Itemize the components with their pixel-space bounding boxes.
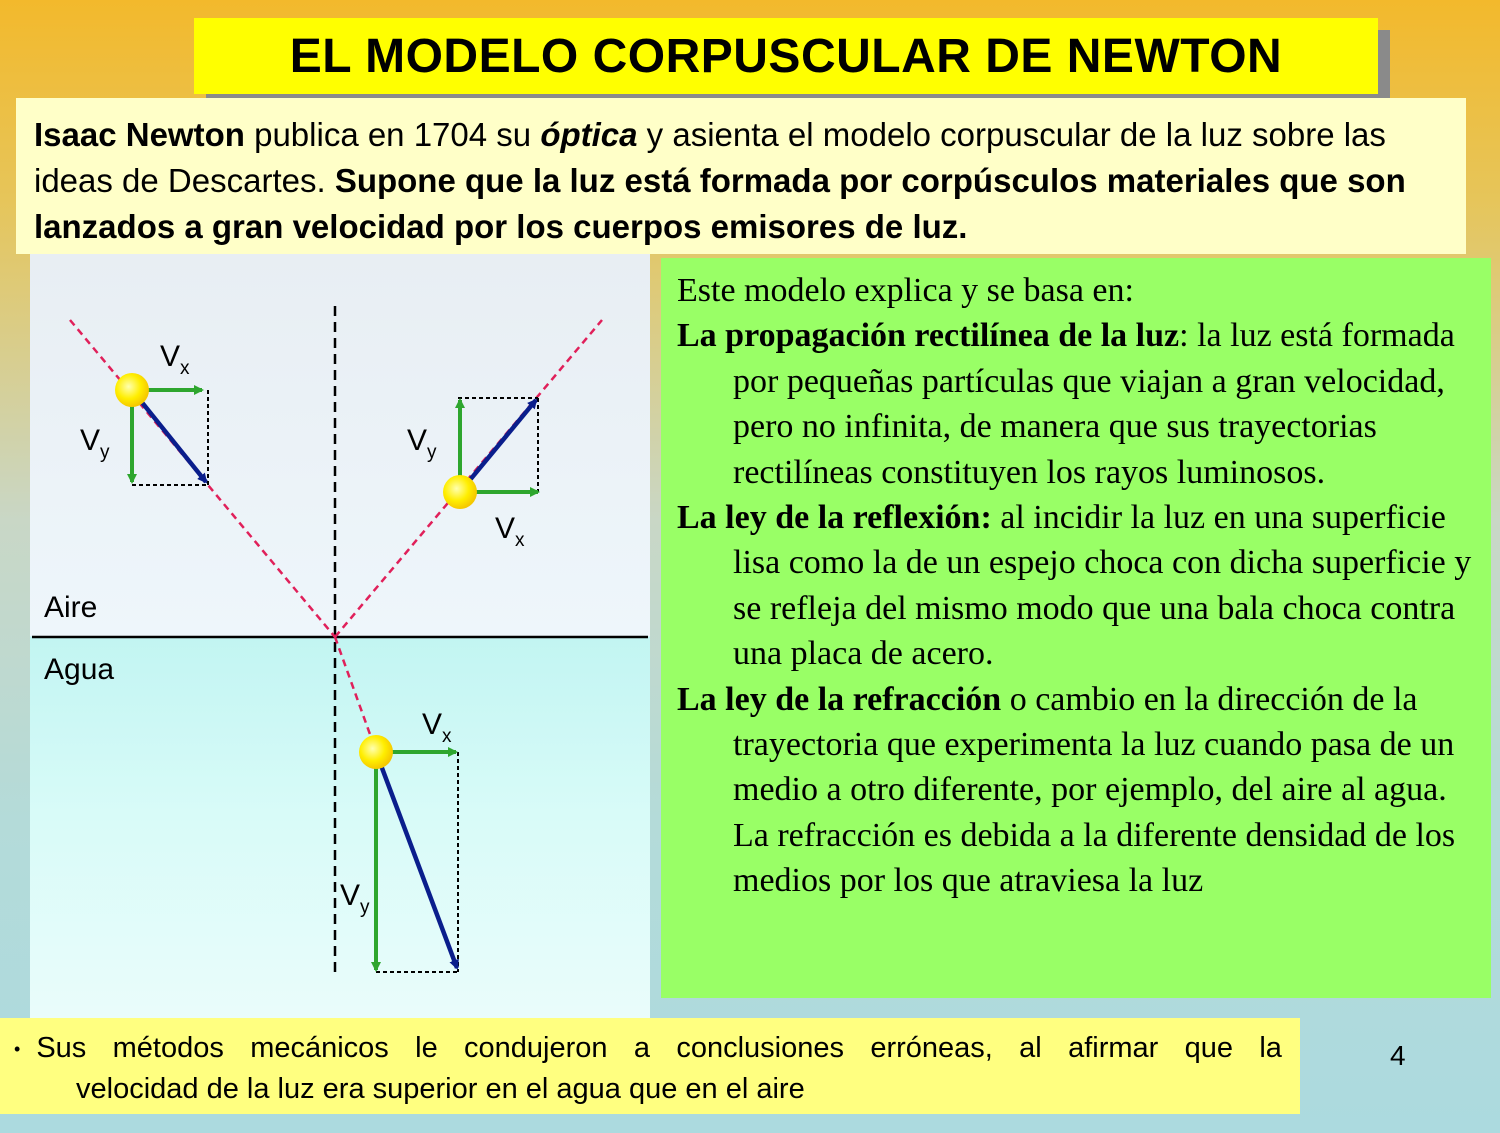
refracted-particle	[359, 735, 393, 769]
refracted-vy-label: $V_y$	[340, 879, 370, 918]
refracted-ray	[335, 637, 376, 751]
incident-particle	[115, 373, 149, 407]
explanation-propagation: La propagación rectilínea de la luz: la luz está formada por pequeñas partículas que viajan a gran velocidad, pero no infinita, de manera que sus trayectorias rectilíneas constituyen los rayos luminosos.	[677, 317, 1455, 491]
slide-title: EL MODELO CORPUSCULAR DE NEWTON	[289, 29, 1283, 83]
incident-vx-label: $V_x$	[160, 340, 190, 379]
explanation-box	[661, 258, 1491, 998]
intro-optica: óptica	[540, 116, 638, 153]
bullet-icon: •	[14, 1039, 21, 1060]
incident-velocity-arrow	[132, 390, 206, 482]
refracted-velocity-arrow	[376, 752, 457, 968]
intro-name: Isaac Newton	[34, 116, 245, 153]
medium-air-label: Aire	[44, 591, 98, 624]
incident-vy-label: $V_y$	[80, 424, 110, 463]
intro-text-2: y asienta el modelo corpuscular de la luz sobre las ideas de Descartes.	[34, 116, 1386, 199]
page-number: 4	[1390, 1040, 1406, 1071]
reflected-velocity-arrow	[460, 400, 536, 492]
medium-water-label: Agua	[44, 653, 115, 686]
explanation-intro: Este modelo explica y se basa en:	[677, 272, 1134, 309]
intro-box	[16, 98, 1466, 254]
reflected-vy-label: $V_y$	[407, 424, 437, 463]
refraction-diagram	[30, 254, 650, 1022]
intro-bold: Supone que la luz está formada por corpúsculos materiales que son lanzados a gran velocidad por los cuerpos emisores de luz.	[34, 162, 1406, 245]
explanation-refraction: La ley de la refracción o cambio en la dirección de la trayectoria que experimenta la luz cuando pasa de un medio a otro diferente, por ejemplo, del aire al agua. La refracción es debida a la diferente densidad de los medios por los que atraviesa la luz	[677, 680, 1456, 900]
refracted-vx-label: $V_x$	[422, 708, 452, 747]
bottom-note	[0, 1018, 1300, 1114]
bottom-note-line-1: • Sus métodos mecánicos le condujeron a conclusiones erróneas, al afirmar que la	[14, 1032, 1282, 1064]
explanation-reflection: La ley de la reflexión: al incidir la luz en una superficie lisa como la de un espejo choca con dicha superficie y se refleja del mismo modo que una bala choca contra una placa de acero.	[677, 499, 1472, 673]
title-box	[194, 18, 1378, 94]
reflected-particle	[443, 475, 477, 509]
intro-text-1: publica en 1704 su	[244, 116, 541, 153]
reflected-vx-label: $V_x$	[495, 512, 525, 551]
bottom-note-line-2: velocidad de la luz era superior en el agua que en el aire	[76, 1073, 805, 1106]
